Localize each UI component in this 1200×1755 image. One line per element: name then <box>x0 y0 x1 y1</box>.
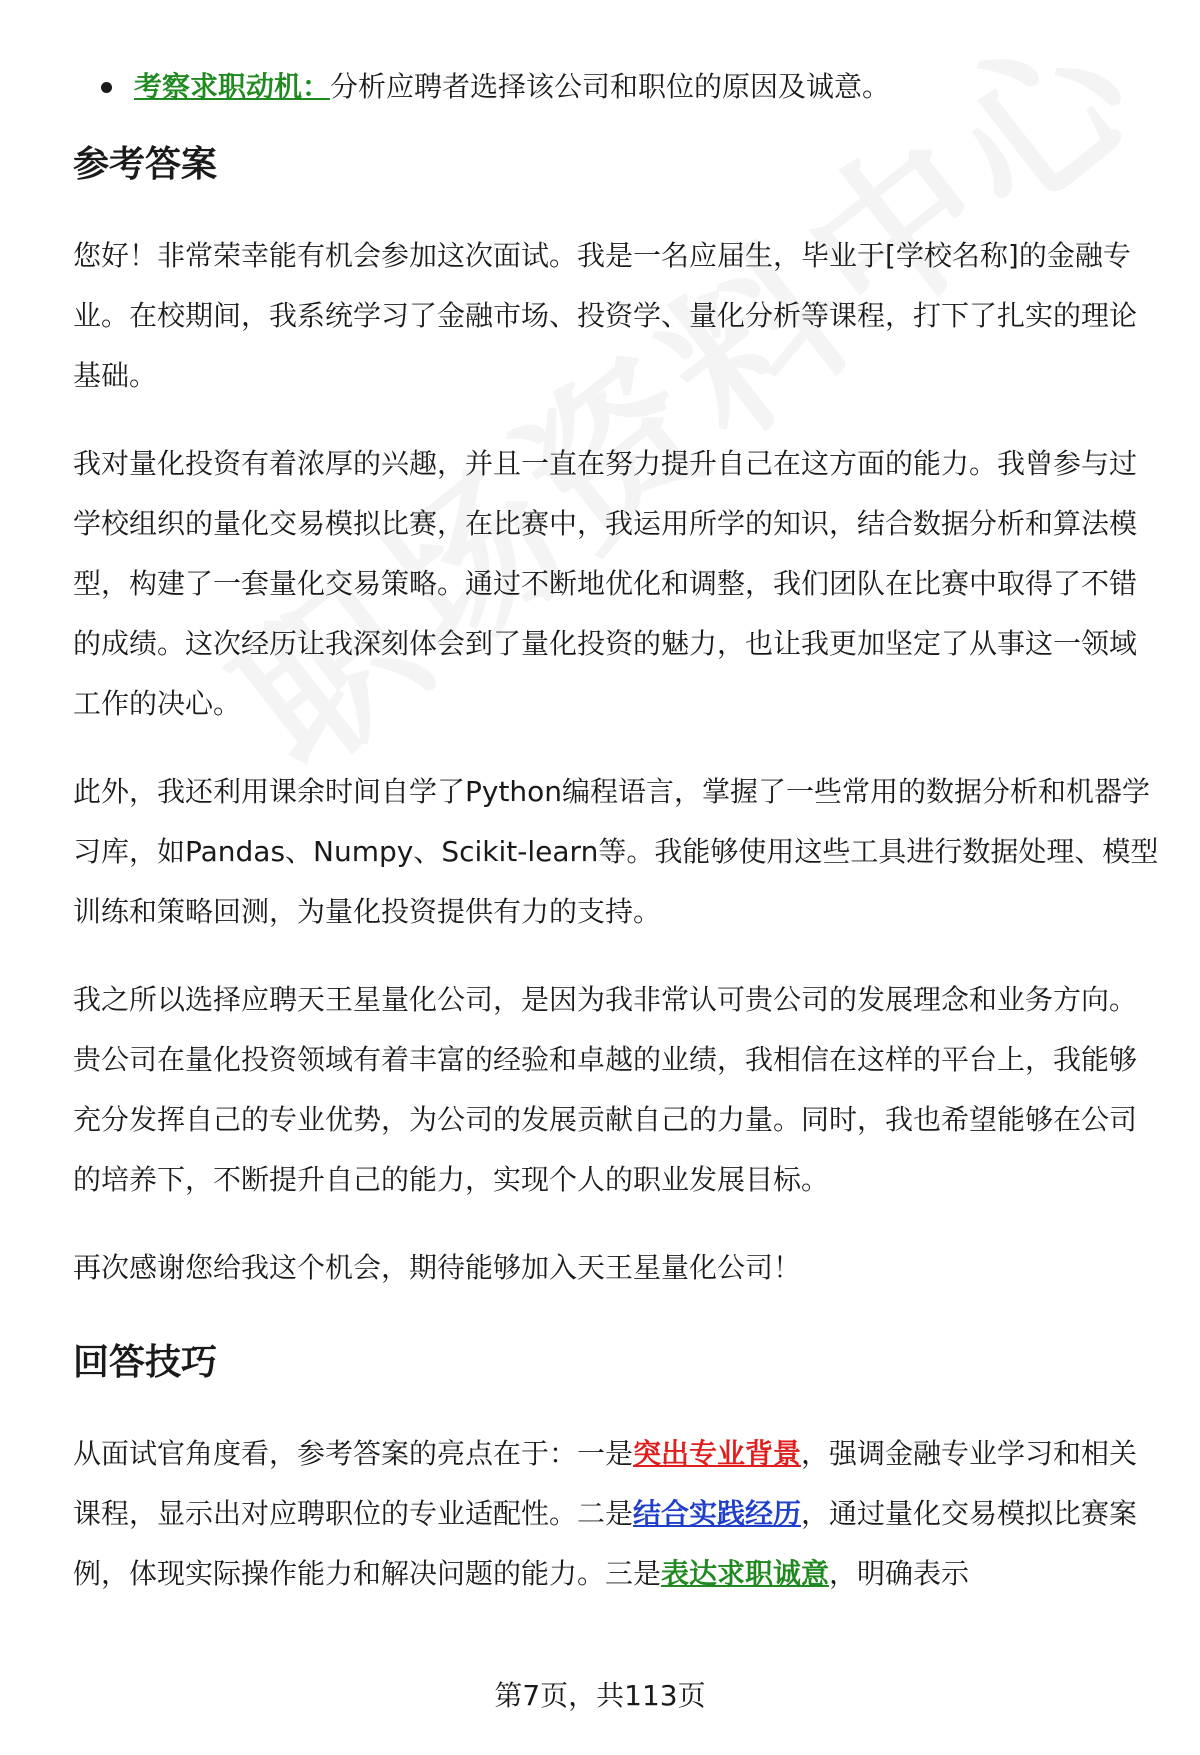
highlight-practical-experience: 结合实践经历 <box>633 1497 802 1530</box>
reference-heading: 参考答案 <box>73 144 218 185</box>
bullet-dot-icon <box>101 82 112 93</box>
reference-paragraph-2: 我对量化投资有着浓厚的兴趣，并且一直在努力提升自己在这方面的能力。我曾参与过学校组织的量化交易模拟比赛，在比赛中，我运用所学的知识，结合数据分析和算法模型，构建了一套量化交易策略。通过不断地优化和调整，我们团队在比赛中取得了不错的成绩。这次经历让我深刻体会到了量化投资的魅力，也让我更加坚定了从事这一领域工作的决心。 <box>73 447 1138 720</box>
content <box>73 58 1163 1632</box>
bullet-item <box>73 58 1163 116</box>
tips-heading: 回答技巧 <box>73 1342 218 1383</box>
bullet-label: 考察求职动机： <box>134 70 331 103</box>
tips-text-4: ，明确表示 <box>829 1557 970 1590</box>
reference-paragraph-3: 此外，我还利用课余时间自学了Python编程语言，掌握了一些常用的数据分析和机器学习库，如Pandas、Numpy、Scikit-learn等。我能够使用这些工具进行数据处理、模型训练和策略回测，为量化投资提供有力的支持。 <box>73 775 1159 928</box>
highlight-job-sincerity: 表达求职诚意 <box>661 1557 830 1590</box>
tips-text-2: ，强调金融专业学习和相关课程，显示出对应聘职位的专业适配性。二是 <box>73 1437 1138 1530</box>
tips-text-3: ，通过量化交易模拟比赛案例，体现实际操作能力和解决问题的能力。三是 <box>73 1497 1138 1590</box>
reference-paragraph-1: 您好！非常荣幸能有机会参加这次面试。我是一名应届生，毕业于[学校名称]的金融专业。在校期间，我系统学习了金融市场、投资学、量化分析等课程，打下了扎实的理论基础。 <box>73 239 1138 392</box>
tips-paragraph <box>73 1424 1163 1604</box>
tips-text-1: 从面试官角度看，参考答案的亮点在于：一是 <box>73 1437 634 1470</box>
bullet-text: 分析应聘者选择该公司和职位的原因及诚意。 <box>330 70 891 103</box>
reference-paragraph-4: 我之所以选择应聘天王星量化公司，是因为我非常认可贵公司的发展理念和业务方向。贵公司在量化投资领域有着丰富的经验和卓越的业绩，我相信在这样的平台上，我能够充分发挥自己的专业优势，为公司的发展贡献自己的力量。同时，我也希望能够在公司的培养下，不断提升自己的能力，实现个人的职业发展目标。 <box>73 983 1138 1196</box>
highlight-professional-background: 突出专业背景 <box>633 1437 802 1470</box>
page-number: 第7页，共113页 <box>494 1679 706 1712</box>
reference-paragraph-5: 再次感谢您给我这个机会，期待能够加入天王星量化公司！ <box>73 1251 802 1284</box>
